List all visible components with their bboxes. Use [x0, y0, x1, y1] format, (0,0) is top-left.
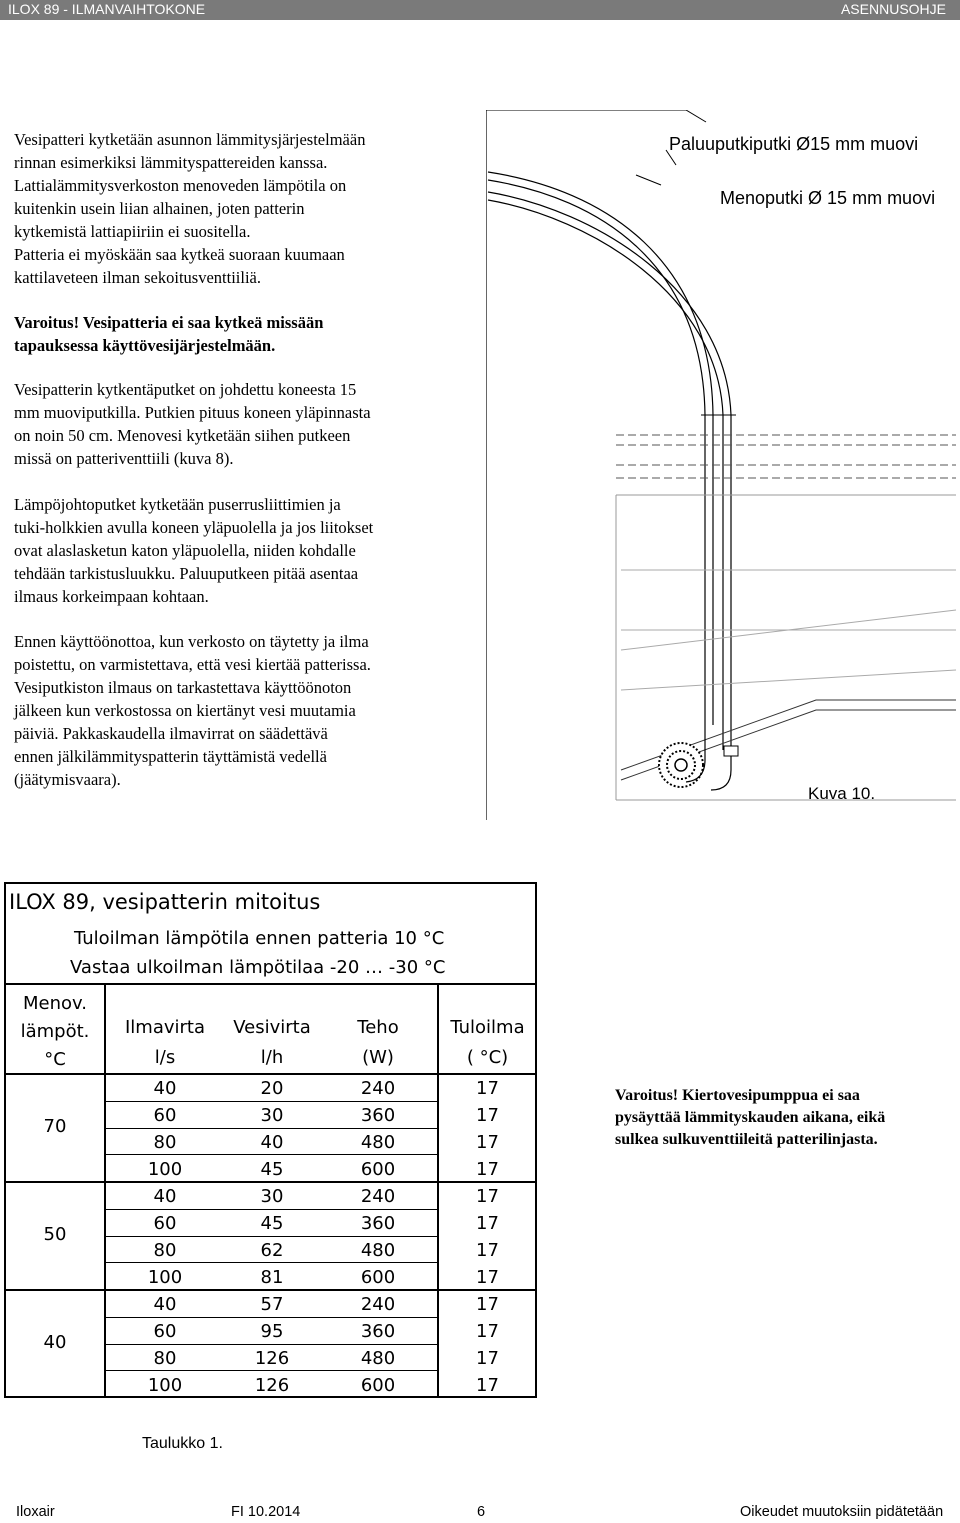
table-cell: 600: [360, 1375, 396, 1396]
table-cell: 60: [153, 1321, 177, 1342]
footer-version: FI 10.2014: [231, 1504, 301, 1520]
pipe-paragraph: Vesipatterin kytkentäputket on johdettu koneesta 15 mm muoviputkilla. Putkien pituus koneen yläpinnasta on noin 50 cm. Menovesi kytketään siihen putkeen missä on patteriventtiili (kuva 8).: [14, 380, 371, 468]
table-cell: 81: [260, 1267, 284, 1288]
table-cell: 95: [260, 1321, 284, 1342]
table-cell: 17: [476, 1267, 499, 1288]
table-cell: 17: [476, 1348, 499, 1369]
table-cell: 240: [360, 1294, 396, 1315]
table-cell: 480: [360, 1348, 396, 1369]
table-cell: 40: [153, 1294, 177, 1315]
table-cell: 17: [476, 1240, 499, 1261]
table-cell: 240: [360, 1078, 396, 1099]
header-waterflow: Vesivirta: [233, 1017, 311, 1038]
table-cell: 17: [476, 1375, 499, 1396]
table-cell: 80: [153, 1132, 177, 1153]
header-product: ILOX 89 - ILMANVAIHTOKONE: [8, 1, 206, 17]
commissioning-paragraph: Ennen käyttöönottoa, kun verkosto on täytetty ja ilma poistettu, on varmistettava, että vesi kiertää patterissa. Vesiputkiston ilmaus on tarkastettava käyttöönoton jälkeen kun verkostossa on kiertänyt vesi muutamia päiviä. Pakkaskaudella ilmavirrat on säädettävä ennen jälkilämmityspatterin täyttämistä vedellä (jäätymisvaara).: [14, 632, 371, 789]
table-subtitle-outdoor: Vastaa ulkoilman lämpötilaa -20 … -30 °C: [70, 957, 446, 978]
rule: [104, 1154, 437, 1155]
header-supply-temp: Menov. lämpöt. °C: [20, 993, 90, 1070]
footer-page-number: 6: [477, 1504, 486, 1520]
table-subtitle-supply-air: Tuloilman lämpötila ennen patteria 10 °C: [74, 928, 445, 949]
rule: [104, 1317, 437, 1318]
table-cell: 17: [476, 1105, 499, 1126]
table-cell: 17: [476, 1321, 499, 1342]
table-cell: 17: [476, 1213, 499, 1234]
table-cell: 45: [260, 1213, 284, 1234]
header-supply-air-unit: ( °C): [466, 1047, 509, 1068]
connection-paragraph: Lämpöjohtoputket kytketään puserrusliittimien ja tuki-holkkien avulla koneen yläpuolella ja jos liitokset ovat alaslasketun katon yläpuolella, niiden kohdalle tehdään tarkistusluukku. Paluuputkeen pitää asentaa ilmaus korkeimpaan kohtaan.: [14, 495, 374, 606]
table-cell: 57: [260, 1294, 284, 1315]
table-cell: 80: [153, 1240, 177, 1261]
table-cell: 17: [476, 1186, 499, 1207]
table-cell: 40: [153, 1078, 177, 1099]
label-return-pipe: Paluuputkiputki Ø15 mm muovi: [669, 134, 919, 154]
table-cell: 30: [260, 1186, 284, 1207]
warning-domestic-water: Varoitus! Vesipatteria ei saa kytkeä missään tapauksessa käyttövesijärjestelmään.: [14, 313, 324, 355]
header-supply-air: Tuloilma: [450, 1017, 525, 1038]
table-cell: 360: [360, 1213, 396, 1234]
header-airflow: Ilmavirta: [124, 1017, 205, 1038]
group-supply-temp: 70: [43, 1116, 67, 1137]
table-cell: 100: [147, 1159, 183, 1180]
intro-paragraph: Vesipatteri kytketään asunnon lämmitysjärjestelmään rinnan esimerkiksi lämmityspattereiden kanssa. Lattialämmitysverkoston menoveden lämpötila on kuitenkin usein liian alhainen, joten patterin kytkemistä lattiapiiriin ei suositella. Patteria ei myöskään saa kytkeä suoraan kuumaan kattilaveteen ilman sekoitusventtiiliä.: [14, 130, 366, 287]
page-header: [0, 0, 960, 20]
warning-circulation-pump: Varoitus! Kiertovesipumppua ei saa pysäyttää lämmityskauden aikana, eikä sulkea sulkuventtiileitä patterilinjasta.: [615, 1087, 886, 1148]
table-cell: 360: [360, 1321, 396, 1342]
header-doc-type: ASENNUSOHJE: [840, 1, 946, 17]
rule: [104, 1101, 437, 1102]
table-caption: Taulukko 1.: [142, 1435, 223, 1452]
rule: [104, 1236, 437, 1237]
rule: [104, 983, 106, 1396]
table-cell: 40: [260, 1132, 284, 1153]
header-waterflow-unit: l/h: [260, 1047, 284, 1068]
rule: [6, 1289, 535, 1291]
rule: [6, 1181, 535, 1183]
sizing-table: [4, 882, 537, 1398]
rule: [437, 983, 439, 1396]
table-cell: 360: [360, 1105, 396, 1126]
group-supply-temp: 50: [43, 1224, 67, 1245]
table-cell: 480: [360, 1240, 396, 1261]
rule: [104, 1209, 437, 1210]
table-cell: 100: [147, 1375, 183, 1396]
table-cell: 126: [254, 1375, 290, 1396]
pipe-drawing: [486, 110, 960, 820]
table-cell: 240: [360, 1186, 396, 1207]
pipe-installation-figure: [486, 110, 960, 820]
footer-brand: Iloxair: [16, 1504, 55, 1520]
group-supply-temp: 40: [43, 1332, 67, 1353]
table-cell: 600: [360, 1159, 396, 1180]
figure-caption: Kuva 10.: [808, 784, 876, 803]
table-cell: 17: [476, 1294, 499, 1315]
table-title: ILOX 89, vesipatterin mitoitus: [9, 890, 321, 914]
rule: [104, 1344, 437, 1345]
table-cell: 60: [153, 1105, 177, 1126]
rule: [104, 1262, 437, 1263]
footer-rights: Oikeudet muutoksiin pidätetään: [740, 1504, 944, 1520]
table-cell: 17: [476, 1159, 499, 1180]
label-supply-pipe: Menoputki Ø 15 mm muovi: [720, 188, 936, 208]
table-cell: 80: [153, 1348, 177, 1369]
table-cell: 100: [147, 1267, 183, 1288]
table-cell: 126: [254, 1348, 290, 1369]
table-cell: 20: [260, 1078, 284, 1099]
rule: [104, 1128, 437, 1129]
table-cell: 600: [360, 1267, 396, 1288]
rule: [6, 983, 535, 985]
header-power-unit: (W): [362, 1047, 394, 1068]
header-airflow-unit: l/s: [154, 1047, 176, 1068]
header-power: Teho: [357, 1017, 399, 1038]
table-cell: 17: [476, 1078, 499, 1099]
table-cell: 30: [260, 1105, 284, 1126]
table-cell: 480: [360, 1132, 396, 1153]
table-cell: 45: [260, 1159, 284, 1180]
rule: [104, 1370, 437, 1371]
table-cell: 17: [476, 1132, 499, 1153]
table-cell: 62: [260, 1240, 284, 1261]
table-cell: 40: [153, 1186, 177, 1207]
table-cell: 60: [153, 1213, 177, 1234]
